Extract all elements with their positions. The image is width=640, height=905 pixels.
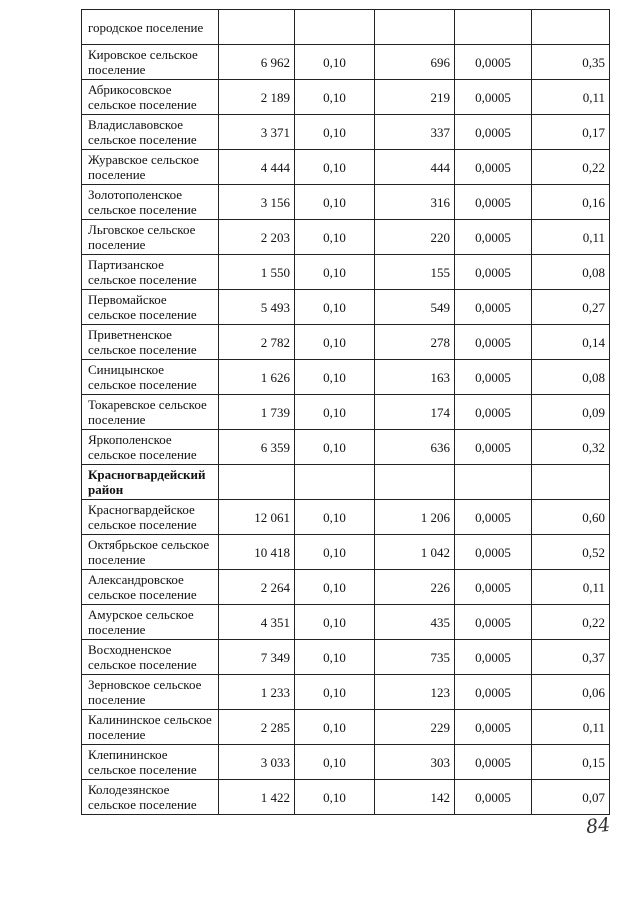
- settlement-name-cell: Кировское сельское поселение: [82, 45, 219, 80]
- table-row: [82, 325, 610, 360]
- rate-cell: 0,10: [295, 255, 375, 290]
- amount-cell: 444: [375, 150, 455, 185]
- rate-cell: 0,10: [295, 185, 375, 220]
- amount-cell: 316: [375, 185, 455, 220]
- population-cell: 2 285: [219, 710, 295, 745]
- rate-cell: 0,10: [295, 710, 375, 745]
- coefficient-cell: [455, 465, 532, 500]
- coefficient-cell: 0,0005: [455, 185, 532, 220]
- coefficient-cell: 0,0005: [455, 290, 532, 325]
- population-cell: 2 203: [219, 220, 295, 255]
- result-cell: 0,37: [532, 640, 610, 675]
- settlement-name-cell: Партизанское сельское поселение: [82, 255, 219, 290]
- rate-cell: 0,10: [295, 220, 375, 255]
- result-cell: 0,60: [532, 500, 610, 535]
- amount-cell: [375, 10, 455, 45]
- result-cell: 0,06: [532, 675, 610, 710]
- population-cell: [219, 465, 295, 500]
- table-row: [82, 535, 610, 570]
- population-cell: 4 351: [219, 605, 295, 640]
- table-row: [82, 220, 610, 255]
- rate-cell: 0,10: [295, 115, 375, 150]
- table-row: [82, 745, 610, 780]
- table-row: [82, 500, 610, 535]
- population-cell: 1 233: [219, 675, 295, 710]
- rate-cell: 0,10: [295, 395, 375, 430]
- population-cell: 3 156: [219, 185, 295, 220]
- rate-cell: 0,10: [295, 605, 375, 640]
- amount-cell: 636: [375, 430, 455, 465]
- result-cell: 0,32: [532, 430, 610, 465]
- settlement-name-cell: Клепининское сельское поселение: [82, 745, 219, 780]
- table-row: [82, 290, 610, 325]
- population-cell: 1 422: [219, 780, 295, 815]
- page-number: 84: [584, 813, 612, 839]
- population-cell: 5 493: [219, 290, 295, 325]
- result-cell: 0,08: [532, 255, 610, 290]
- amount-cell: 142: [375, 780, 455, 815]
- coefficient-cell: 0,0005: [455, 360, 532, 395]
- rate-cell: 0,10: [295, 780, 375, 815]
- rate-cell: [295, 465, 375, 500]
- table-row: [82, 605, 610, 640]
- coefficient-cell: 0,0005: [455, 640, 532, 675]
- settlement-name-cell: Владиславовское сельское поселение: [82, 115, 219, 150]
- amount-cell: [375, 465, 455, 500]
- rate-cell: 0,10: [295, 535, 375, 570]
- settlement-name-cell: Александровское сельское поселение: [82, 570, 219, 605]
- amount-cell: 278: [375, 325, 455, 360]
- coefficient-cell: 0,0005: [455, 220, 532, 255]
- settlement-name-cell: Колодезянское сельское поселение: [82, 780, 219, 815]
- rate-cell: 0,10: [295, 570, 375, 605]
- amount-cell: 549: [375, 290, 455, 325]
- table-row: [82, 360, 610, 395]
- population-cell: 7 349: [219, 640, 295, 675]
- table-row: [82, 150, 610, 185]
- settlement-name-cell: Золотополенское сельское поселение: [82, 185, 219, 220]
- coefficient-cell: 0,0005: [455, 115, 532, 150]
- amount-cell: 220: [375, 220, 455, 255]
- settlement-name-cell: Яркополенское сельское поселение: [82, 430, 219, 465]
- population-cell: 2 264: [219, 570, 295, 605]
- settlement-name-cell: Октябрьское сельское поселение: [82, 535, 219, 570]
- population-cell: 10 418: [219, 535, 295, 570]
- amount-cell: 219: [375, 80, 455, 115]
- result-cell: [532, 10, 610, 45]
- table-row: [82, 255, 610, 290]
- result-cell: 0,35: [532, 45, 610, 80]
- table-row: [82, 430, 610, 465]
- coefficient-cell: 0,0005: [455, 500, 532, 535]
- table-row: [82, 115, 610, 150]
- result-cell: 0,27: [532, 290, 610, 325]
- coefficient-cell: 0,0005: [455, 430, 532, 465]
- rate-cell: 0,10: [295, 150, 375, 185]
- result-cell: 0,11: [532, 220, 610, 255]
- coefficient-cell: 0,0005: [455, 570, 532, 605]
- result-cell: 0,17: [532, 115, 610, 150]
- population-cell: 12 061: [219, 500, 295, 535]
- amount-cell: 735: [375, 640, 455, 675]
- result-cell: 0,09: [532, 395, 610, 430]
- coefficient-cell: 0,0005: [455, 395, 532, 430]
- rate-cell: 0,10: [295, 325, 375, 360]
- coefficient-cell: 0,0005: [455, 675, 532, 710]
- amount-cell: 155: [375, 255, 455, 290]
- settlement-name-cell: Токаревское сельское поселение: [82, 395, 219, 430]
- coefficient-cell: 0,0005: [455, 605, 532, 640]
- settlement-name-cell: Амурское сельское поселение: [82, 605, 219, 640]
- coefficient-cell: 0,0005: [455, 325, 532, 360]
- coefficient-cell: 0,0005: [455, 150, 532, 185]
- settlement-name-cell: Калининское сельское поселение: [82, 710, 219, 745]
- coefficient-cell: 0,0005: [455, 780, 532, 815]
- rate-cell: 0,10: [295, 500, 375, 535]
- result-cell: 0,22: [532, 605, 610, 640]
- coefficient-cell: 0,0005: [455, 745, 532, 780]
- settlement-name-cell: Восходненское сельское поселение: [82, 640, 219, 675]
- settlement-name-cell: Красногвардейский район: [82, 465, 219, 500]
- result-cell: 0,14: [532, 325, 610, 360]
- amount-cell: 1 042: [375, 535, 455, 570]
- result-cell: 0,11: [532, 710, 610, 745]
- table-row: [82, 780, 610, 815]
- population-cell: 6 359: [219, 430, 295, 465]
- population-cell: 1 626: [219, 360, 295, 395]
- table-row: [82, 80, 610, 115]
- table-row: [82, 640, 610, 675]
- amount-cell: 226: [375, 570, 455, 605]
- population-cell: 2 189: [219, 80, 295, 115]
- result-cell: 0,08: [532, 360, 610, 395]
- settlement-name-cell: Абрикосовское сельское поселение: [82, 80, 219, 115]
- rate-cell: 0,10: [295, 675, 375, 710]
- settlement-name-cell: Приветненское сельское поселение: [82, 325, 219, 360]
- coefficient-cell: 0,0005: [455, 45, 532, 80]
- table-row: [82, 675, 610, 710]
- result-cell: [532, 465, 610, 500]
- rate-cell: [295, 10, 375, 45]
- district-header-row: [82, 465, 610, 500]
- amount-cell: 303: [375, 745, 455, 780]
- rate-cell: 0,10: [295, 745, 375, 780]
- population-cell: 6 962: [219, 45, 295, 80]
- settlement-name-cell: Первомайское сельское поселение: [82, 290, 219, 325]
- amount-cell: 435: [375, 605, 455, 640]
- amount-cell: 163: [375, 360, 455, 395]
- settlement-name-cell: Журавское сельское поселение: [82, 150, 219, 185]
- result-cell: 0,16: [532, 185, 610, 220]
- table-row: [82, 570, 610, 605]
- table-row: [82, 45, 610, 80]
- result-cell: 0,07: [532, 780, 610, 815]
- coefficient-cell: 0,0005: [455, 80, 532, 115]
- settlement-name-cell: Льговское сельское поселение: [82, 220, 219, 255]
- result-cell: 0,22: [532, 150, 610, 185]
- amount-cell: 123: [375, 675, 455, 710]
- coefficient-cell: 0,0005: [455, 710, 532, 745]
- settlement-name-cell: городское поселение: [82, 10, 219, 45]
- population-cell: 2 782: [219, 325, 295, 360]
- amount-cell: 1 206: [375, 500, 455, 535]
- rate-cell: 0,10: [295, 640, 375, 675]
- settlement-name-cell: Зерновское сельское поселение: [82, 675, 219, 710]
- population-cell: 3 371: [219, 115, 295, 150]
- amount-cell: 229: [375, 710, 455, 745]
- table-row: [82, 395, 610, 430]
- rate-cell: 0,10: [295, 80, 375, 115]
- coefficient-cell: 0,0005: [455, 535, 532, 570]
- population-cell: 1 550: [219, 255, 295, 290]
- amount-cell: 174: [375, 395, 455, 430]
- rate-cell: 0,10: [295, 430, 375, 465]
- result-cell: 0,11: [532, 80, 610, 115]
- amount-cell: 696: [375, 45, 455, 80]
- settlement-name-cell: Красногвардейское сельское поселение: [82, 500, 219, 535]
- table-row: [82, 710, 610, 745]
- rate-cell: 0,10: [295, 45, 375, 80]
- table-row: [82, 185, 610, 220]
- coefficient-cell: 0,0005: [455, 255, 532, 290]
- population-cell: 3 033: [219, 745, 295, 780]
- amount-cell: 337: [375, 115, 455, 150]
- population-cell: 4 444: [219, 150, 295, 185]
- rate-cell: 0,10: [295, 290, 375, 325]
- table-row: [82, 10, 610, 45]
- result-cell: 0,11: [532, 570, 610, 605]
- settlement-name-cell: Синицынское сельское поселение: [82, 360, 219, 395]
- rate-cell: 0,10: [295, 360, 375, 395]
- settlements-table: [81, 9, 610, 815]
- result-cell: 0,52: [532, 535, 610, 570]
- coefficient-cell: [455, 10, 532, 45]
- population-cell: 1 739: [219, 395, 295, 430]
- population-cell: [219, 10, 295, 45]
- result-cell: 0,15: [532, 745, 610, 780]
